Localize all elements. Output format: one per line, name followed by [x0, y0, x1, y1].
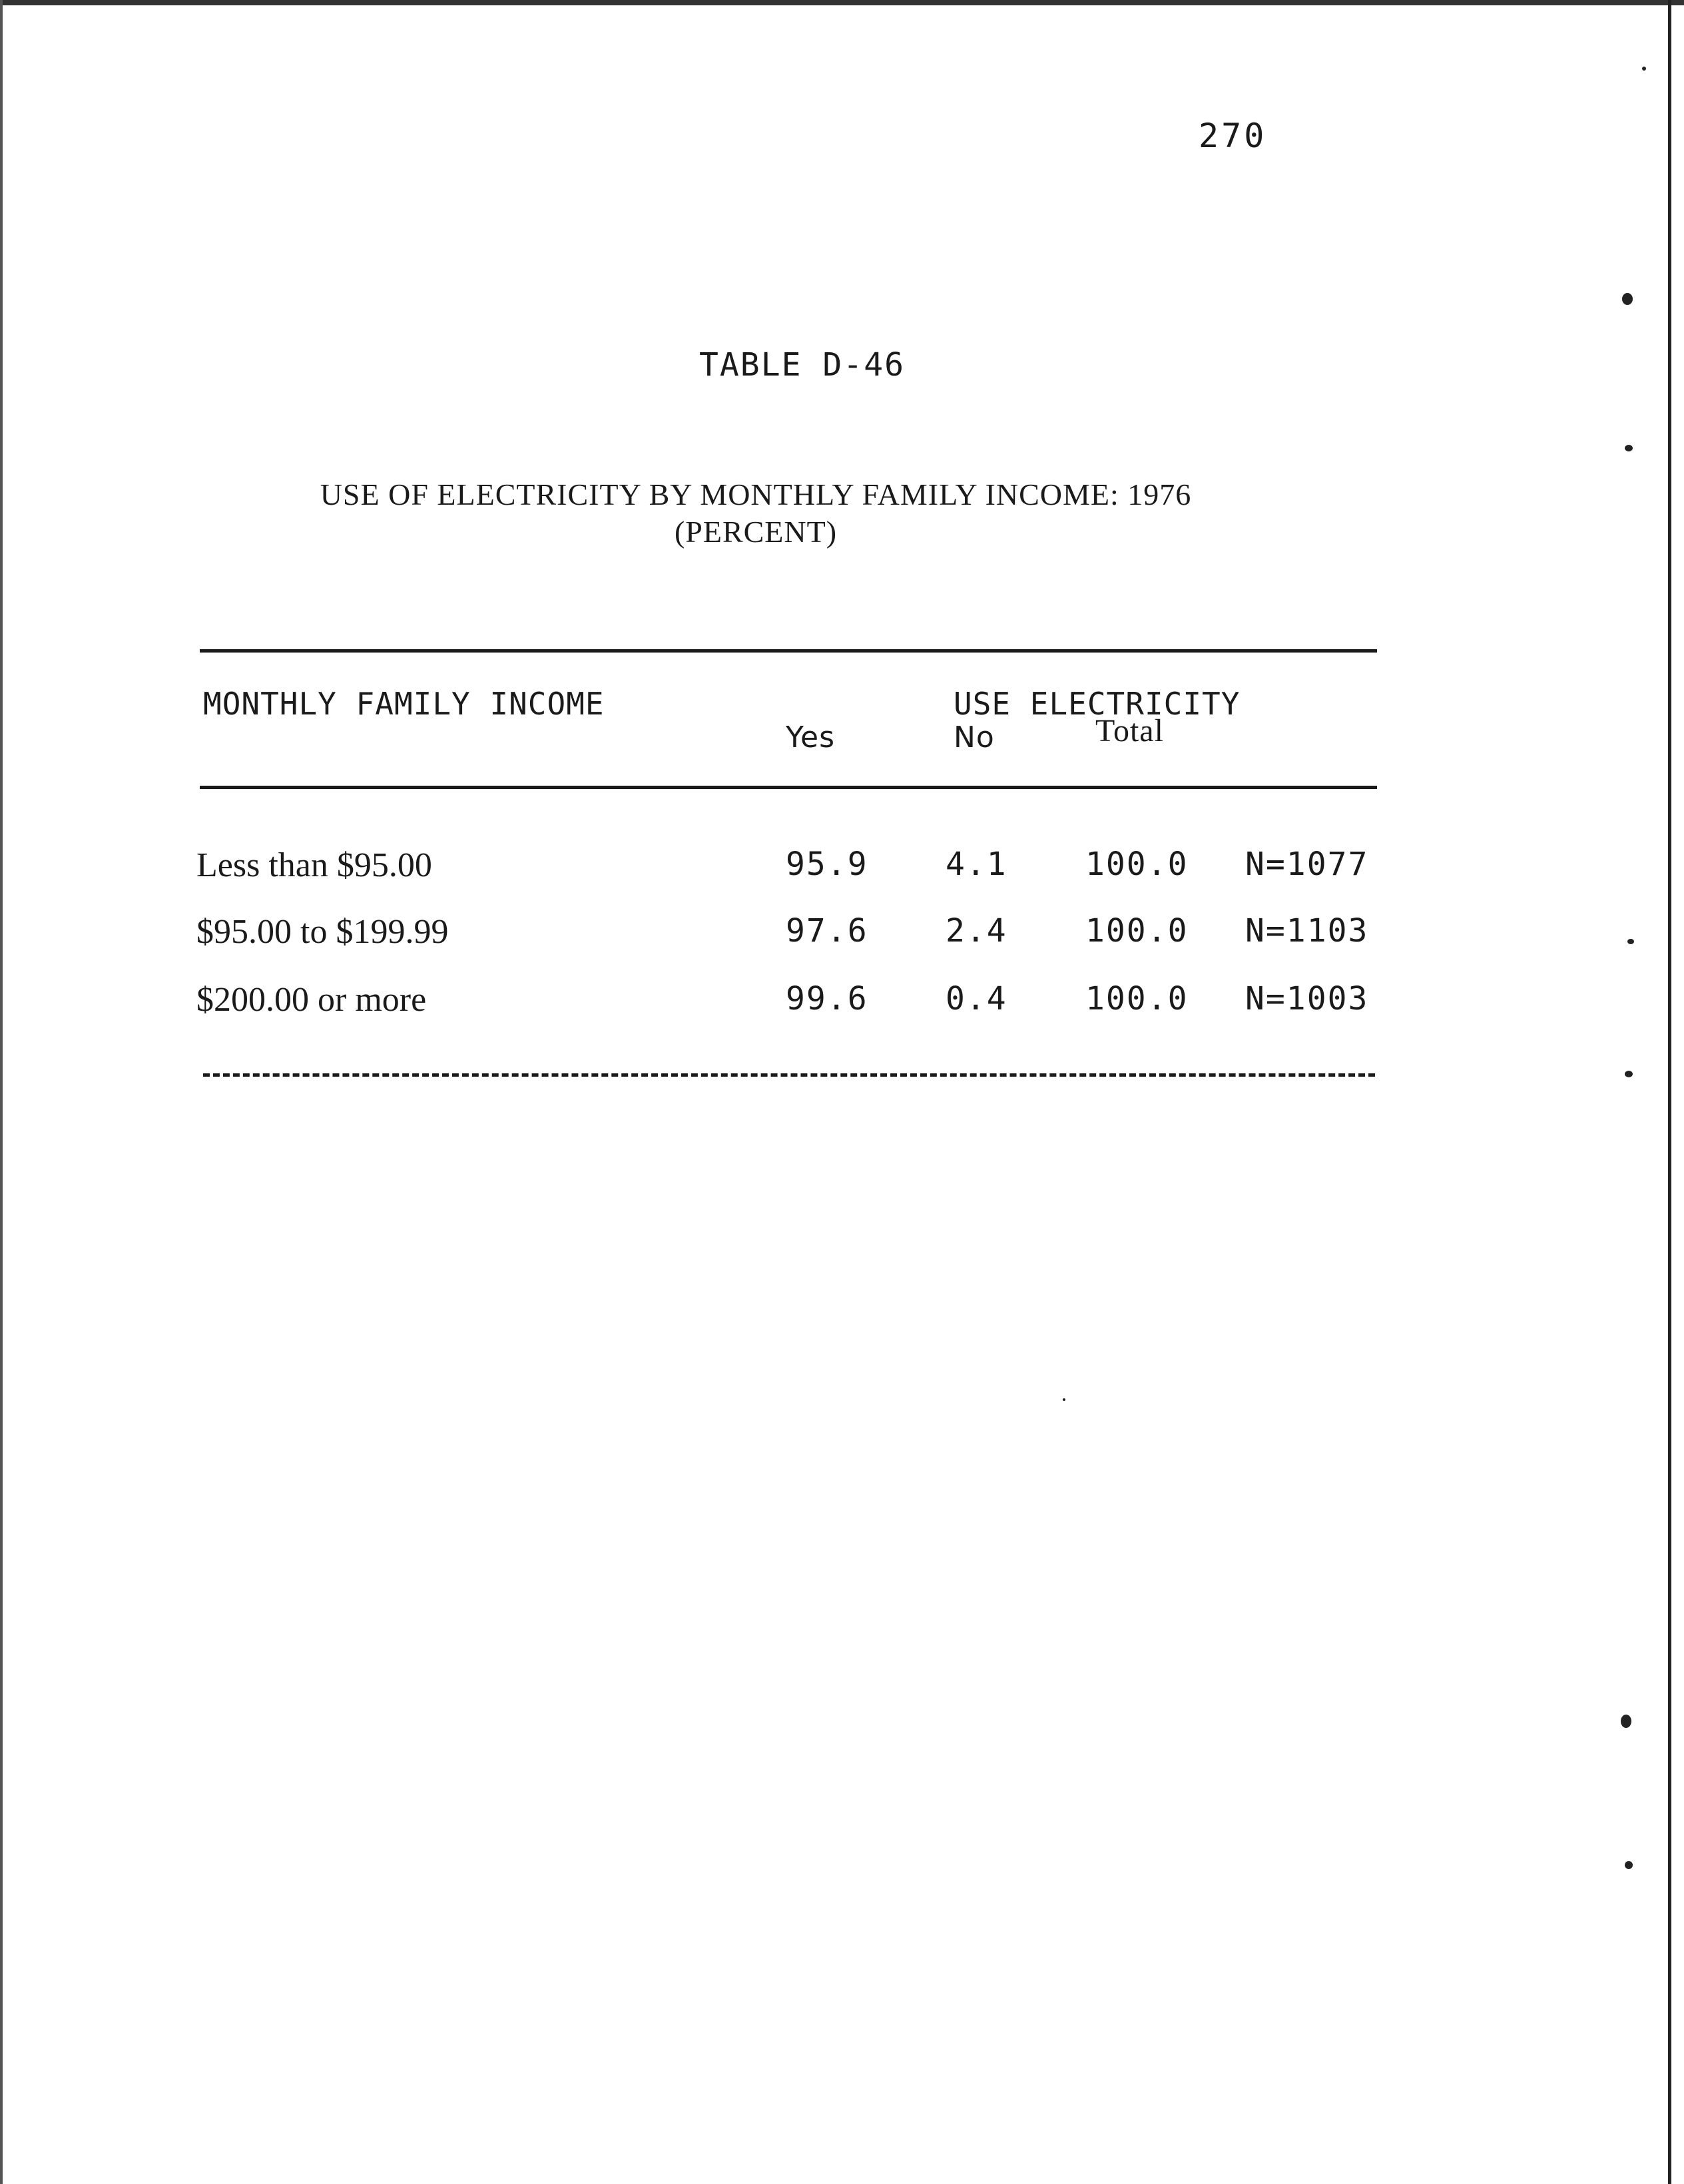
- row-n: N=1103: [1245, 912, 1369, 950]
- row-n: N=1077: [1245, 846, 1369, 883]
- header-income: MONTHLY FAMILY INCOME: [203, 686, 605, 722]
- scan-speck: [1642, 67, 1646, 71]
- scan-speck: [1625, 1071, 1633, 1077]
- header-rule: [200, 786, 1377, 789]
- page-number: 270: [1199, 117, 1267, 155]
- top-rule: [200, 649, 1377, 653]
- table-subtitle: (PERCENT): [674, 515, 838, 549]
- table-id: TABLE D-46: [699, 346, 905, 384]
- table-title-block: [0, 476, 1512, 551]
- header-yes: Yes: [786, 720, 836, 754]
- row-total: 100.0: [1085, 912, 1189, 950]
- scan-speck: [1625, 1861, 1633, 1869]
- row-label: Less than $95.00: [196, 846, 432, 884]
- row-no: 0.4: [946, 980, 1007, 1017]
- row-total: 100.0: [1085, 980, 1189, 1017]
- scan-speck: [1625, 445, 1633, 451]
- row-no: 4.1: [946, 846, 1007, 883]
- row-yes: 97.6: [786, 912, 868, 950]
- row-no: 2.4: [946, 912, 1007, 950]
- page-edge-right: [1668, 0, 1671, 2184]
- scan-speck: [1621, 1715, 1631, 1728]
- header-no: No: [954, 720, 995, 754]
- table-row: [0, 912, 1684, 959]
- table-title: USE OF ELECTRICITY BY MONTHLY FAMILY INCOME: 1976: [320, 477, 1192, 511]
- header-use-electricity: USE ELECTRICITY: [954, 686, 1241, 722]
- page-edge-left: [0, 0, 3, 2184]
- header-total: Total: [1095, 713, 1164, 748]
- bottom-dashed-rule: [203, 1073, 1375, 1077]
- scan-speck: [1627, 939, 1634, 944]
- table-row: [0, 980, 1684, 1027]
- scan-speck: [1622, 293, 1633, 305]
- row-label: $95.00 to $199.99: [196, 913, 449, 951]
- row-yes: 99.6: [786, 980, 868, 1017]
- scan-speck: [1063, 1398, 1065, 1401]
- row-total: 100.0: [1085, 846, 1189, 883]
- row-yes: 95.9: [786, 846, 868, 883]
- row-n: N=1003: [1245, 980, 1369, 1017]
- row-label: $200.00 or more: [196, 981, 427, 1019]
- table-row: [0, 846, 1684, 892]
- page-edge-top: [0, 0, 1684, 5]
